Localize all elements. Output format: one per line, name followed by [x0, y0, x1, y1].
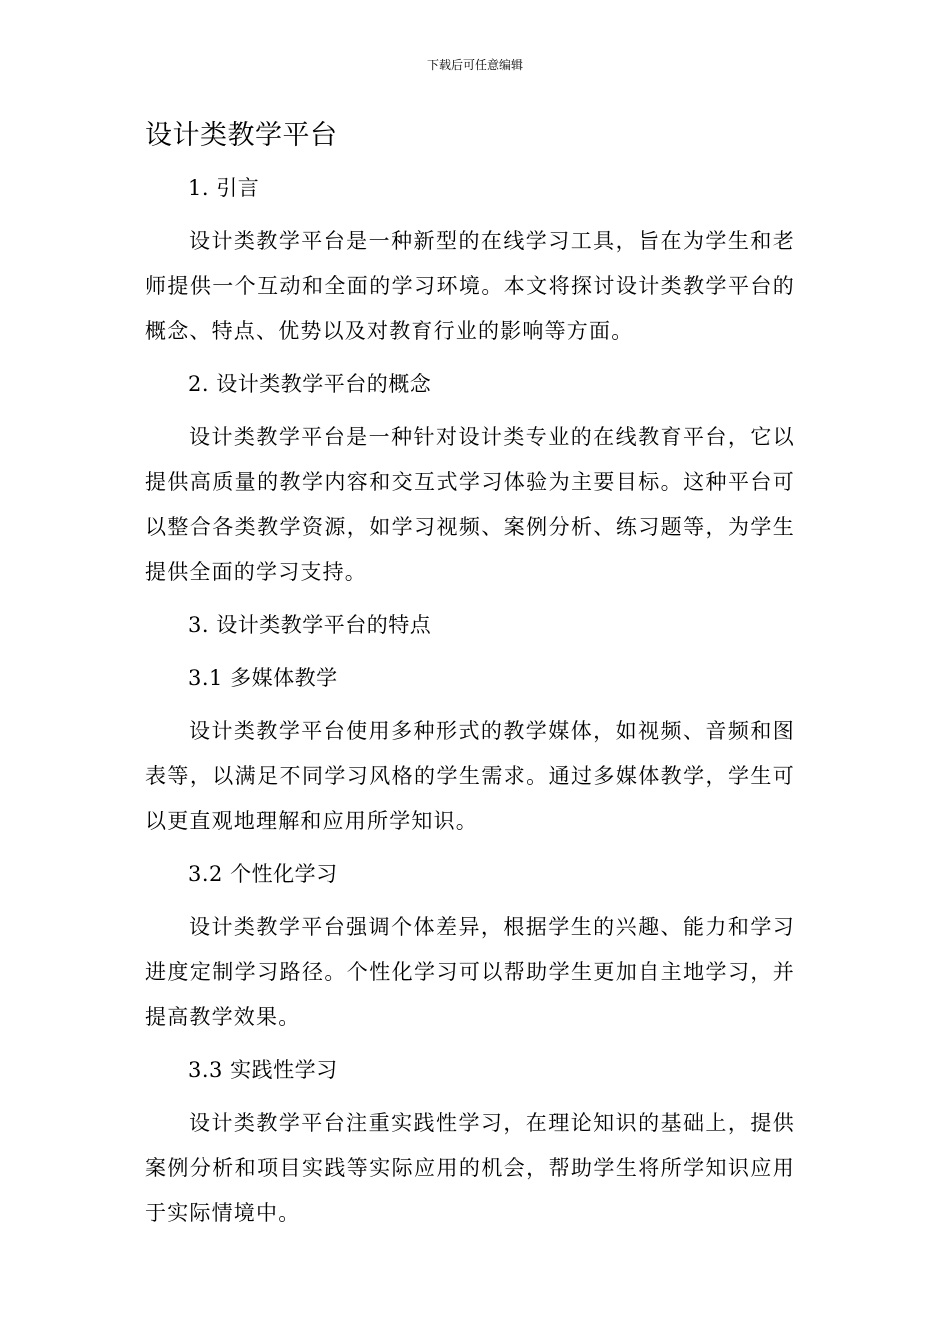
subsection-heading-multimedia: 3.1 多媒体教学	[188, 666, 338, 690]
paragraph-concept: 设计类教学平台是一种针对设计类专业的在线教育平台，它以提供高质量的教学内容和交互式学习体验为主要目标。这种平台可以整合各类教学资源，如学习视频、案例分析、练习题等，为学生提供全面的学习支持。	[145, 425, 795, 584]
subsection-heading-practice: 3.3 实践性学习	[188, 1058, 338, 1082]
section-heading-features: 3. 设计类教学平台的特点	[188, 613, 432, 637]
subsection-heading-personalized: 3.2 个性化学习	[188, 862, 338, 886]
section-heading-concept: 2. 设计类教学平台的概念	[188, 372, 432, 396]
paragraph-practice: 设计类教学平台注重实践性学习，在理论知识的基础上，提供案例分析和项目实践等实际应用的机会，帮助学生将所学知识应用于实际情境中。	[145, 1111, 795, 1225]
section-heading-intro: 1. 引言	[188, 176, 260, 200]
paragraph-personalized: 设计类教学平台强调个体差异，根据学生的兴趣、能力和学习进度定制学习路径。个性化学习可以帮助学生更加自主地学习，并提高教学效果。	[145, 915, 795, 1029]
document-title: 设计类教学平台	[145, 120, 338, 151]
paragraph-multimedia: 设计类教学平台使用多种形式的教学媒体，如视频、音频和图表等，以满足不同学习风格的学生需求。通过多媒体教学，学生可以更直观地理解和应用所学知识。	[145, 719, 795, 833]
header-note: 下载后可任意编辑	[426, 58, 523, 72]
document-body	[145, 166, 795, 1244]
paragraph-intro: 设计类教学平台是一种新型的在线学习工具，旨在为学生和老师提供一个互动和全面的学习环境。本文将探讨设计类教学平台的概念、特点、优势以及对教育行业的影响等方面。	[145, 229, 795, 343]
